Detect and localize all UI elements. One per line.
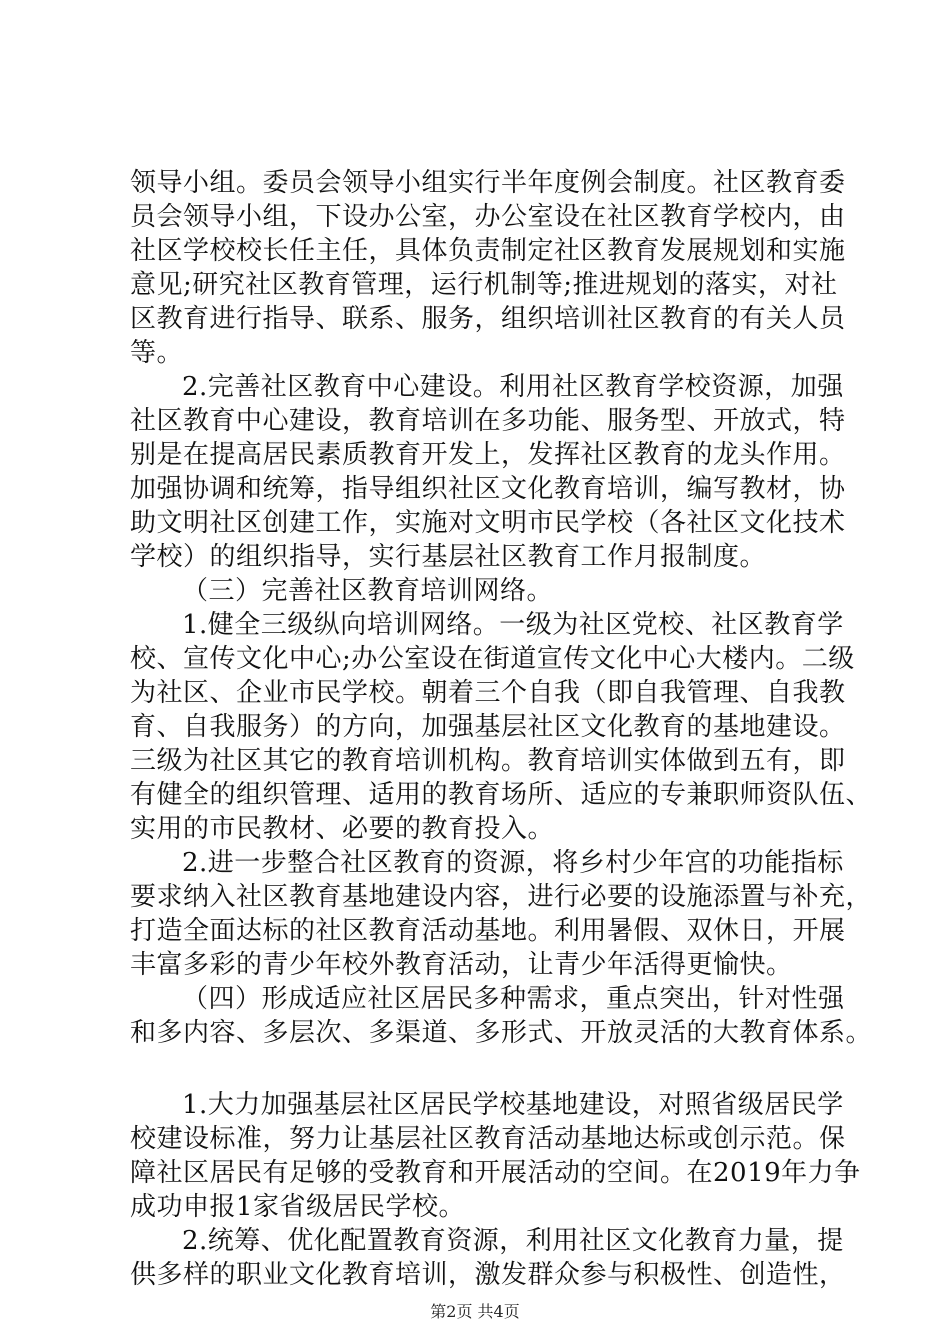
paragraph-start-line: 2.完善社区教育中心建设。利用社区教育学校资源，加强 bbox=[182, 372, 844, 402]
body-line: 领导小组。委员会领导小组实行半年度例会制度。社区教育委 bbox=[130, 168, 846, 198]
body-line: 意见;研究社区教育管理，运行机制等;推进规划的落实，对社 bbox=[130, 270, 838, 300]
body-line: 等。 bbox=[130, 338, 184, 368]
body-line: 障社区居民有足够的受教育和开展活动的空间。在2019年力争 bbox=[130, 1158, 861, 1188]
body-line: 为社区、企业市民学校。朝着三个自我（即自我管理、自我教 bbox=[130, 678, 846, 708]
paragraph-start-line: 1.大力加强基层社区居民学校基地建设，对照省级居民学 bbox=[182, 1090, 844, 1120]
body-line: 社区学校校长任主任，具体负责制定社区教育发展规划和实施 bbox=[130, 236, 846, 266]
body-line: 加强协调和统筹，指导组织社区文化教育培训，编写教材，协 bbox=[130, 474, 846, 504]
body-line: 学校）的组织指导，实行基层社区教育工作月报制度。 bbox=[130, 542, 767, 572]
body-line: 三级为社区其它的教育培训机构。教育培训实体做到五有，即 bbox=[130, 746, 846, 776]
body-line: 校、宣传文化中心;办公室设在街道宣传文化中心大楼内。二级 bbox=[130, 644, 855, 674]
body-line: 区教育进行指导、联系、服务，组织培训社区教育的有关人员 bbox=[130, 304, 846, 334]
paragraph-start-line: 1.健全三级纵向培训网络。一级为社区党校、社区教育学 bbox=[182, 610, 844, 640]
body-line: 打造全面达标的社区教育活动基地。利用暑假、双休日，开展 bbox=[130, 916, 846, 946]
body-line: 供多样的职业文化教育培训，激发群众参与积极性、创造性， bbox=[130, 1260, 846, 1290]
body-line: 育、自我服务）的方向，加强基层社区文化教育的基地建设。 bbox=[130, 712, 846, 742]
paragraph-start-line: 2.进一步整合社区教育的资源，将乡村少年宫的功能指标 bbox=[182, 848, 844, 878]
body-line: 助文明社区创建工作，实施对文明市民学校（各社区文化技术 bbox=[130, 508, 846, 538]
body-line: 校建设标准，努力让基层社区教育活动基地达标或创示范。保 bbox=[130, 1124, 846, 1154]
paragraph-start-line: 2.统筹、优化配置教育资源，利用社区文化教育力量，提 bbox=[182, 1226, 844, 1256]
body-line: 要求纳入社区教育基地建设内容，进行必要的设施添置与补充， bbox=[130, 882, 873, 912]
page-number-footer: 第2页 共4页 bbox=[430, 1302, 520, 1321]
section-heading: （三）完善社区教育培训网络。 bbox=[182, 576, 554, 606]
body-line: 和多内容、多层次、多渠道、多形式、开放灵活的大教育体系。 bbox=[130, 1018, 873, 1048]
body-line: 员会领导小组，下设办公室，办公室设在社区教育学校内，由 bbox=[130, 202, 846, 232]
body-line: 社区教育中心建设，教育培训在多功能、服务型、开放式，特 bbox=[130, 406, 846, 436]
body-line: 丰富多彩的青少年校外教育活动，让青少年活得更愉快。 bbox=[130, 950, 793, 980]
body-line: 成功申报1家省级居民学校。 bbox=[130, 1192, 466, 1222]
body-line: 别是在提高居民素质教育开发上，发挥社区教育的龙头作用。 bbox=[130, 440, 846, 470]
section-heading: （四）形成适应社区居民多种需求，重点突出，针对性强 bbox=[182, 984, 845, 1014]
body-line: 有健全的组织管理、适用的教育场所、适应的专兼职师资队伍、 bbox=[130, 780, 873, 810]
body-line: 实用的市民教材、必要的教育投入。 bbox=[130, 814, 555, 844]
